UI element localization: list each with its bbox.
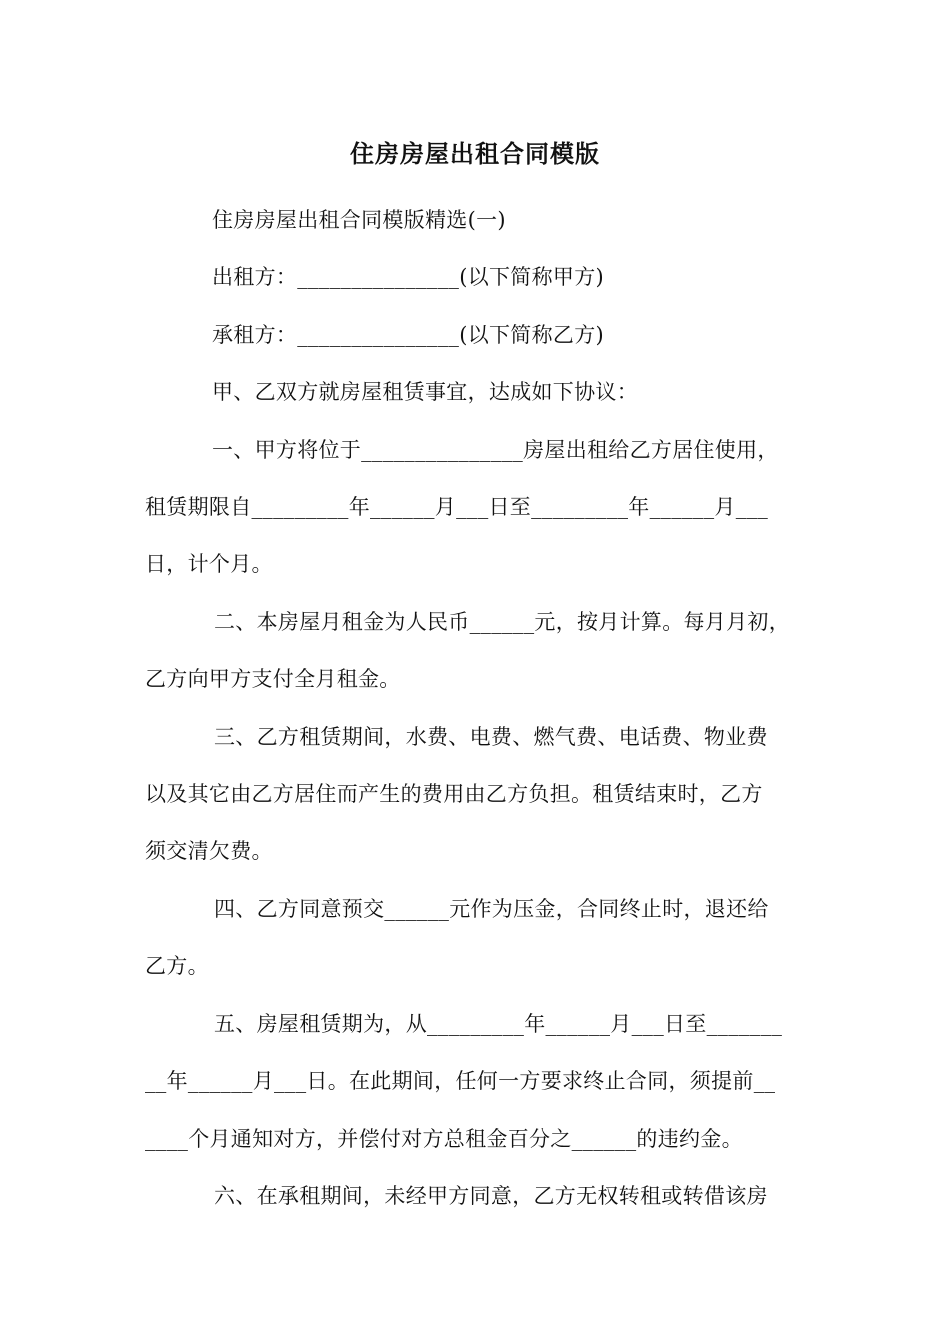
- paragraph-line: ____个月通知对方，并偿付对方总租金百分之______的违约金。: [145, 1127, 743, 1151]
- paragraph-line: 一、甲方将位于_______________房屋出租给乙方居住使用，: [212, 438, 779, 462]
- paragraph-line: 乙方向甲方支付全月租金。: [145, 667, 401, 691]
- paragraph-line: 三、乙方租赁期间，水费、电费、燃气费、电话费、物业费: [214, 725, 768, 749]
- paragraph-line: 二、本房屋月租金为人民币______元，按月计算。每月月初，: [214, 610, 790, 634]
- paragraph-line: 四、乙方同意预交______元作为压金，合同终止时，退还给: [214, 897, 769, 921]
- paragraph-line: 出租方：_______________(以下简称甲方): [212, 265, 604, 289]
- paragraph-line: 以及其它由乙方居住而产生的费用由乙方负担。租赁结束时，乙方: [145, 782, 763, 806]
- paragraph-line: 住房房屋出租合同模版精选(一): [212, 208, 506, 232]
- paragraph-line: 须交清欠费。: [145, 839, 273, 863]
- paragraph-line: 乙方。: [145, 954, 209, 978]
- paragraph-line: 五、房屋租赁期为，从_________年______月___日至_______: [214, 1012, 783, 1036]
- document-title: 住房房屋出租合同模版: [350, 139, 600, 168]
- paragraph-line: 日，计个月。: [145, 552, 273, 576]
- paragraph-line: __年______月___日。在此期间，任何一方要求终止合同，须提前__: [145, 1069, 776, 1093]
- paragraph-line: 六、在承租期间，未经甲方同意，乙方无权转租或转借该房: [214, 1184, 768, 1208]
- paragraph-line: 承租方：_______________(以下简称乙方): [212, 323, 604, 347]
- paragraph-line: 租赁期限自_________年______月___日至_________年______月___: [145, 495, 769, 519]
- paragraph-line: 甲、乙双方就房屋租赁事宜，达成如下协议：: [212, 380, 638, 404]
